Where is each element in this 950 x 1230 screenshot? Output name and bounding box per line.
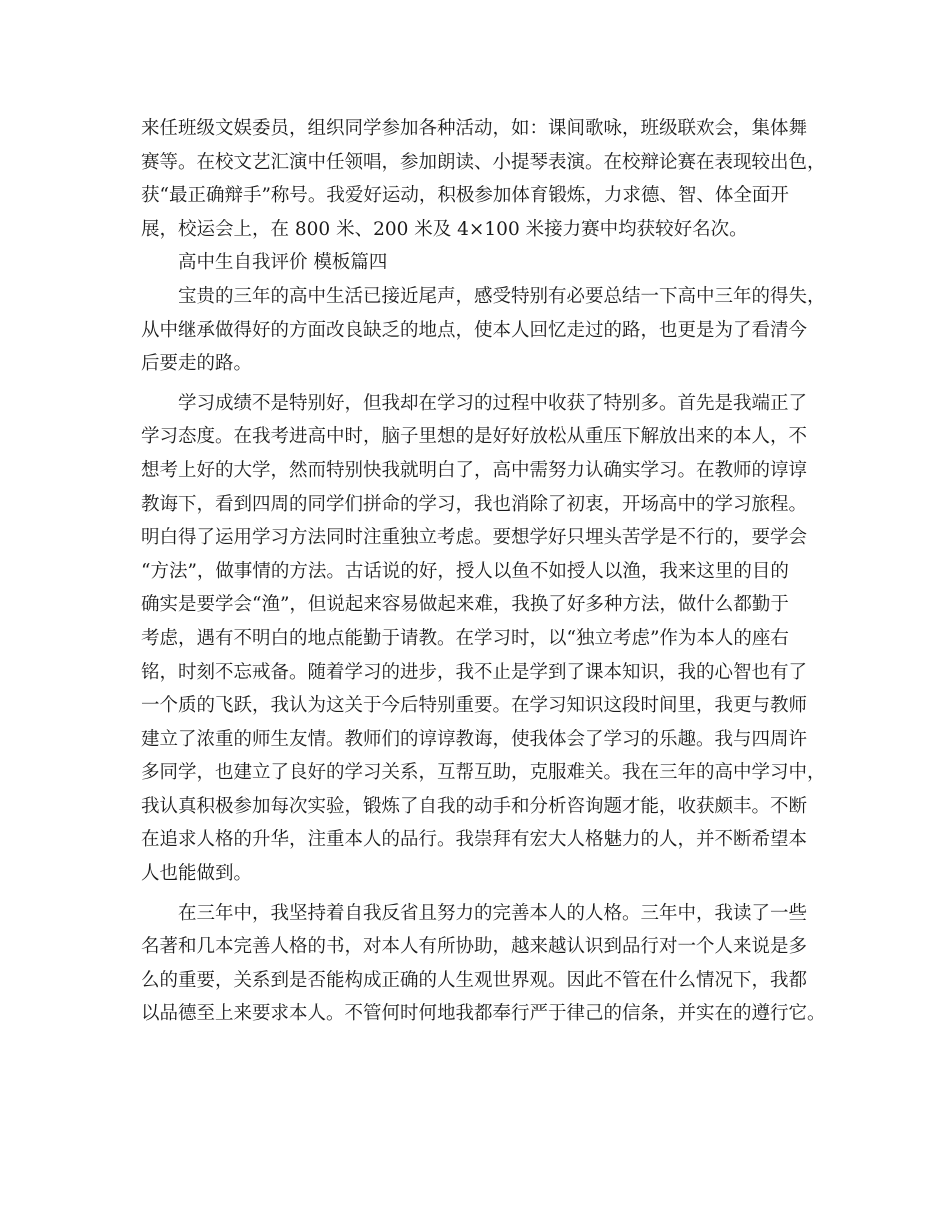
text-line: “方法”，做事情的方法。古话说的好，授人以鱼不如授人以渔，我来这里的目的 [141,560,789,582]
paragraph-activities [141,112,831,246]
paragraph-intro [141,280,831,381]
text-line: 宝贵的三年的高中生活已接近尾声，感受特别有必要总结一下高中三年的得失， [178,285,826,307]
text-line: 后要走的路。 [141,353,253,375]
text-line: 么的重要，关系到是否能构成正确的人生观世界观。因此不管在什么情况下，我都 [141,969,808,991]
text-line: 我认真积极参加每次实验，锻炼了自我的动手和分析咨询题才能，收获颇丰。不断 [141,795,808,817]
text-line: 学习态度。在我考进高中时，脑子里想的是好好放松从重压下解放出来的本人，不 [141,426,808,448]
text-line: 从中继承做得好的方面改良缺乏的地点，使本人回忆走过的路，也更是为了看清今 [141,319,808,341]
section-heading [141,246,831,280]
text-line: 建立了浓重的师生友情。教师们的谆谆教诲，使我体会了学习的乐趣。我与四周许 [141,728,808,750]
text-line: 铭，时刻不忘戒备。随着学习的进步，我不止是学到了课本知识，我的心智也有了 [141,661,808,683]
text-line: 多同学，也建立了良好的学习关系，互帮互助，克服难关。我在三年的高中学习中， [141,762,826,784]
paragraph-character [141,897,831,1031]
text-line: 考虑，遇有不明白的地点能勤于请教。在学习时，以“独立考虑”作为本人的座右 [141,627,789,649]
text-line: 以品德至上来要求本人。不管何时何地我都奉行严于律己的信条，并实在的遵行它。 [141,1003,826,1025]
section-title: 高中生自我评价 模板篇四 [178,252,388,274]
text-line: 人也能做到。 [141,863,253,885]
text-line: 教诲下，看到四周的同学们拼命的学习，我也消除了初衷，开场高中的学习旅程。 [141,493,808,515]
text-line: 来任班级文娱委员，组织同学参加各种活动，如：课间歌咏，班级联欢会，集体舞 [141,118,808,139]
text-line: 在三年中，我坚持着自我反省且努力的完善本人的人格。三年中，我读了一些 [178,902,808,924]
paragraph-study [141,387,831,891]
text-line: 名著和几本完善人格的书，对本人有所协助，越来越认识到品行对一个人来说是多 [141,936,808,958]
text-line: 明白得了运用学习方法同时注重独立考虑。要想学好只埋头苦学是不行的，要学会 [141,527,808,549]
text-line: 赛等。在校文艺汇演中任领唱，参加朗读、小提琴表演。在校辩论赛在表现较出色， [141,151,826,173]
text-line: 一个质的飞跃，我认为这关于今后特别重要。在学习知识这段时间里，我更与教师 [141,695,808,717]
text-line: 想考上好的大学，然而特别快我就明白了，高中需努力认确实学习。在教师的谆谆 [141,459,808,481]
document-body [141,112,831,1031]
text-line: 展，校运会上，在 800 米、200 米及 4×100 米接力赛中均获较好名次。 [141,218,748,240]
text-line: 确实是要学会“渔”，但说起来容易做起来难，我换了好多种方法，做什么都勤于 [141,594,789,616]
text-line: 学习成绩不是特别好，但我却在学习的过程中收获了特别多。首先是我端正了 [178,392,808,414]
text-line: 获“最正确辩手”称号。我爱好运动，积极参加体育锻炼，力求德、智、体全面开 [141,185,789,207]
text-line: 在追求人格的升华，注重本人的品行。我崇拜有宏大人格魅力的人，并不断希望本 [141,829,808,851]
